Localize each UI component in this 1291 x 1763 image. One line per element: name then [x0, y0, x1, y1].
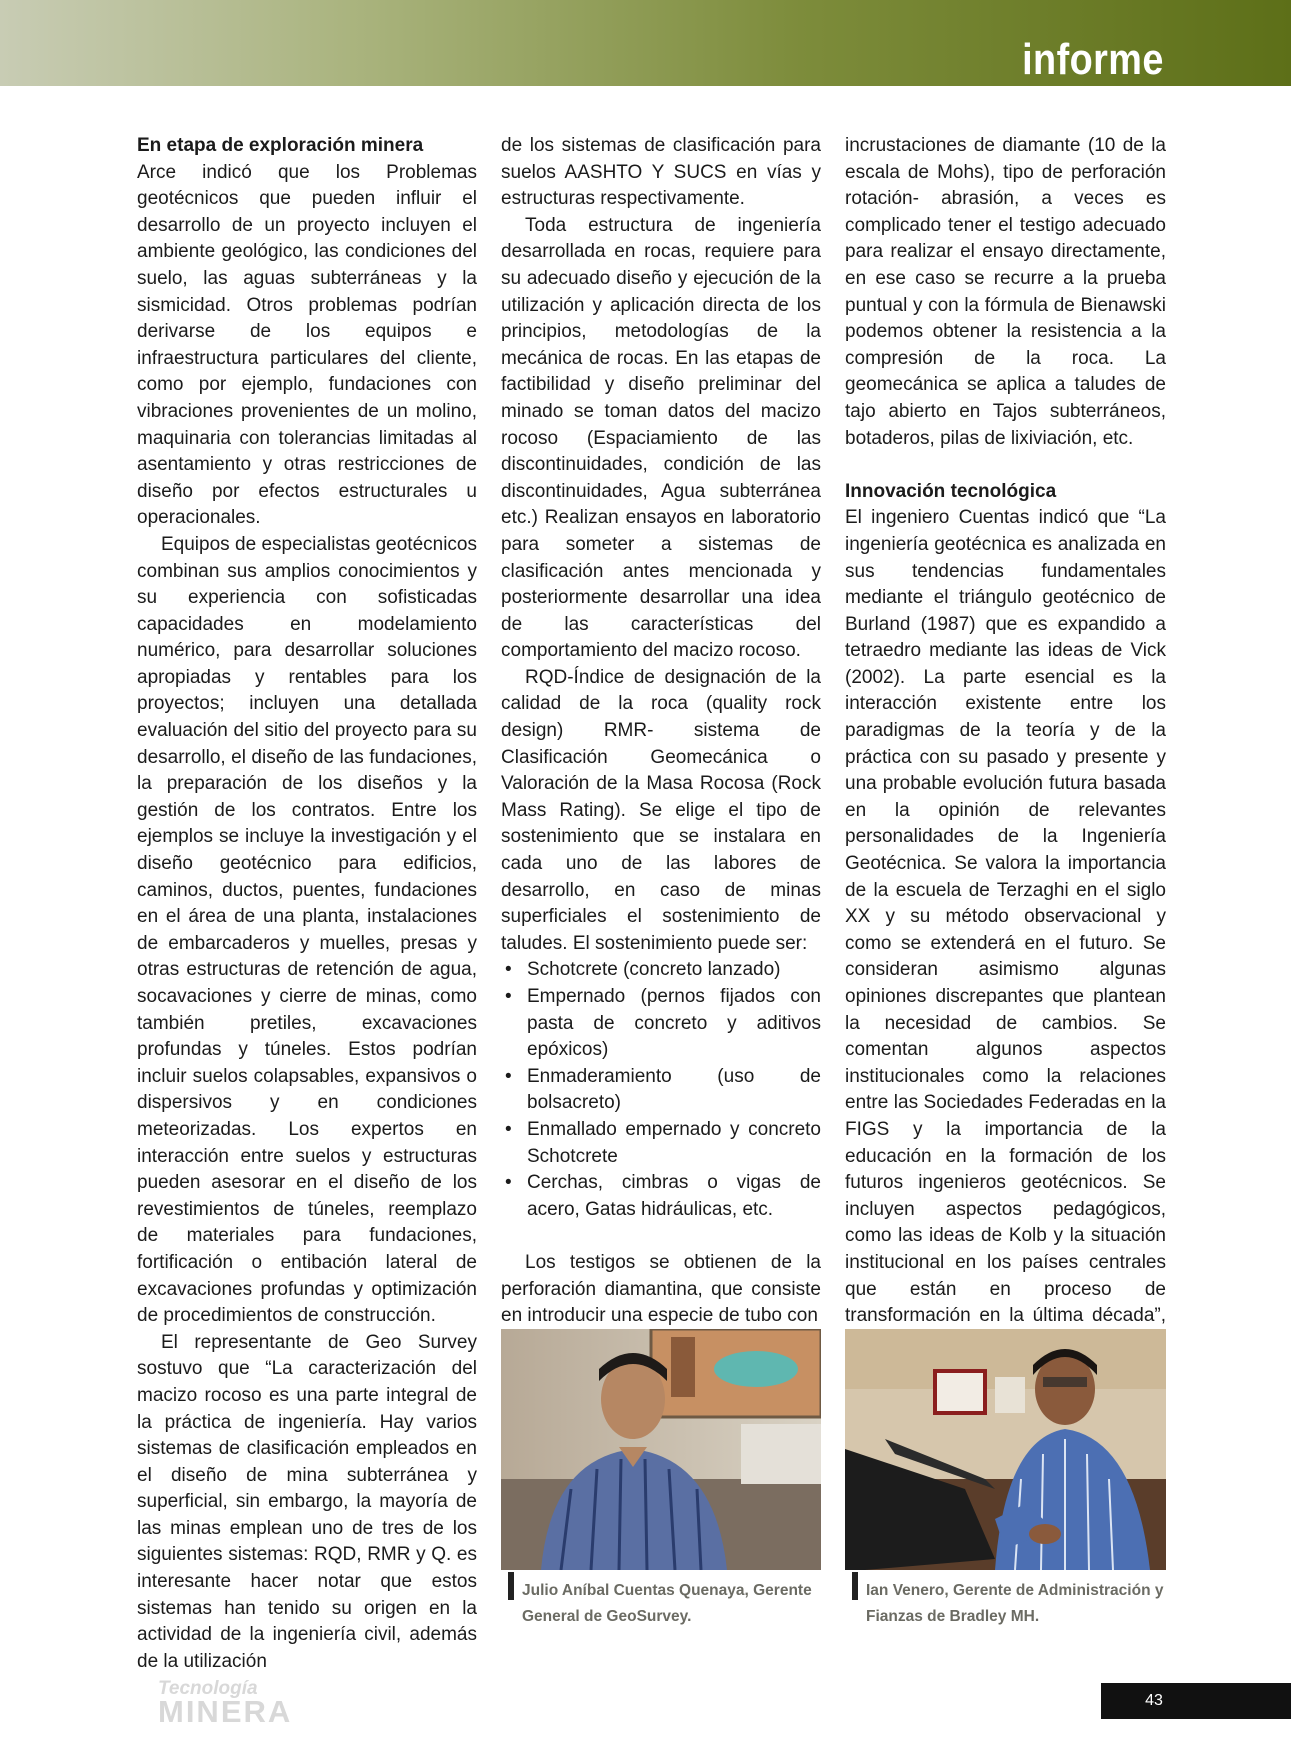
heading-innovacion: Innovación tecnológica: [845, 480, 1057, 502]
list-item: • Schotcrete (concreto lanzado): [501, 957, 821, 984]
photo-julio-cuentas: [501, 1329, 821, 1570]
col1-paragraph-3: El representante de Geo Survey sostuvo que “La caracterización del macizo rocoso es una parte integral de la práctica de ingeniería. Hay varios sistemas de clasificación empleados en el diseño de mina subterránea y superficial, sin embargo, la mayoría de las minas emplean uno de tres de los siguientes sistemas: RQD, RMR y Q. es interesante hacer notar que estos sistemas han tenido su origen en la actividad de la ingeniería civil, además de la utilización: [137, 1331, 477, 1672]
logo-top-text: Tecnología: [158, 1678, 258, 1699]
caption-marker: [508, 1572, 514, 1600]
col3-paragraph-1: incrustaciones de diamante (10 de la escala de Mohs), tipo de perforación rotación- abrasión, a veces es complicado tener el testigo adecuado para realizar el ensayo directamente, en ese caso se recurre a la prueba puntual y con la fórmula de Bienawski podemos obtener la resistencia a la compresión de la roca. La geomecánica se aplica a taludes de tajo abierto en Tajos subterráneos, botaderos, pilas de lixiviación, etc.: [845, 135, 1166, 449]
caption-marker: [852, 1572, 858, 1600]
col2-paragraph-1: de los sistemas de clasificación para suelos AASHTO Y SUCS en vías y estructuras respectivamente.: [501, 135, 821, 210]
logo-bottom-text: MINERA: [158, 1694, 293, 1729]
col1-paragraph-1: Arce indicó que los Problemas geotécnicos que pueden influir el desarrollo de un proyecto incluyen el ambiente geológico, las condiciones del suelo, las aguas subterráneas y la sismicidad. Otros problemas podrían derivarse de los equipos e infraestructura particulares del cliente, como por ejemplo, fundaciones con vibraciones provenientes de un molino, maquinaria con tolerancias limitadas al asentamiento y otras restricciones de diseño por efectos estructurales u operacionales.: [137, 161, 477, 529]
magazine-logo: [158, 1678, 328, 1729]
column-1: [137, 133, 477, 1675]
heading-exploracion: En etapa de exploración minera: [137, 135, 424, 156]
col3-paragraph-2: El ingeniero Cuentas indicó que “La ingeniería geotécnica es analizada en sus tendencias fundamentales mediante el triángulo geotécnico de Burland (1987) que es expandido a tetraedro mediante las ideas de Vick (2002). La parte esencial es la interacción existente entre los paradigmas de la teoría y de la práctica con su pasado y presente y una probable evolución futura basada en la opinión de relevantes personalidades de la Ingeniería Geotécnica. Se valora la importancia de la escuela de Terzaghi en el siglo XX y su método observacional y como se extenderá en el futuro. Se consideran asimismo algunas opiniones discrepantes que plantean la necesidad de cambios. Se comentan algunos aspectos institucionales como la relaciones entre las Sociedades Federadas en la FIGS y la importancia de la educación en la formación de los futuros ingenieros geotécnicos. Se incluyen aspectos pedagógicos, como las ideas de Kolb y la situación institucional en los países centrales que están en proceso de transformación en la última década”,: [845, 507, 1166, 1327]
col1-paragraph-2: Equipos de especialistas geotécnicos combinan sus amplios conocimientos y su experiencia con sofisticadas capacidades en modelamiento numérico, para desarrollar soluciones apropiadas y rentables para los proyectos; incluyen una detallada evaluación del sitio del proyecto para su desarrollo, el diseño de las fundaciones, la preparación de los diseños y la gestión de los contratos. Entre los ejemplos se incluye la investigación y el diseño geotécnico para edificios, caminos, ductos, puentes, fundaciones en el área de una planta, instalaciones de embarcaderos y muelles, presas y otras estructuras de retención de agua, socavaciones y cierre de minas, como también pretiles, excavaciones profundas y túneles. Estos podrían incluir suelos colapsables, expansivos o dispersivos y en condiciones meteorizadas. Los expertos en interacción entre suelos y estructuras pueden asesorar en el diseño de los revestimientos de túneles, reemplazo de materiales para fundaciones, fortificación o entibación lateral de excavaciones profundas y optimización de procedimientos de construcción.: [137, 533, 477, 1327]
photo-caption-1: Julio Aníbal Cuentas Quenaya, Gerente General de GeoSurvey.: [522, 1582, 812, 1625]
page-number: 43: [1145, 1692, 1163, 1709]
list-item: • Empernado (pernos fijados con pasta de concreto y aditivos epóxicos): [501, 984, 821, 1064]
list-item: • Enmaderamiento (uso de bolsacreto): [501, 1064, 821, 1117]
list-item: • Enmallado empernado y concreto Schotcrete: [501, 1117, 821, 1170]
col2-paragraph-3: RQD-Índice de designación de la calidad de la roca (quality rock design) RMR- sistema de Clasificación Geomecánica o Valoración de la Masa Rocosa (Rock Mass Rating). Se elige el tipo de sostenimiento que se instalara en cada uno de las labores de desarrollo, en caso de minas superficiales el sostenimiento de taludes. El sostenimiento puede ser:: [501, 666, 821, 954]
page-number-box: [1101, 1683, 1291, 1719]
sostenimiento-list: [501, 957, 821, 1223]
col2-paragraph-2: Toda estructura de ingeniería desarrollada en rocas, requiere para su adecuado diseño y ejecución de la utilización y aplicación directa de los principios, metodologías de la mecánica de rocas. En las etapas de factibilidad y diseño preliminar del minado se toman datos del macizo rocoso (Espaciamiento de las discontinuidades, condición de las discontinuidades, Agua subterránea etc.) Realizan ensayos en laboratorio para someter a sistemas de clasificación antes mencionada y posteriormente desarrollar una idea de las características del comportamiento del macizo rocoso.: [501, 214, 821, 662]
list-item: • Cerchas, cimbras o vigas de acero, Gatas hidráulicas, etc.: [501, 1170, 821, 1223]
column-3: [845, 133, 1166, 1356]
photo-ian-venero: [845, 1329, 1166, 1570]
section-tag: informe: [1022, 35, 1164, 84]
photo-caption-2: Ian Venero, Gerente de Administración y Fianzas de Bradley MH.: [866, 1582, 1164, 1625]
column-2: [501, 133, 821, 1330]
col2-paragraph-4: Los testigos se obtienen de la perforación diamantina, que consiste en introducir una especie de tubo con: [501, 1251, 821, 1327]
